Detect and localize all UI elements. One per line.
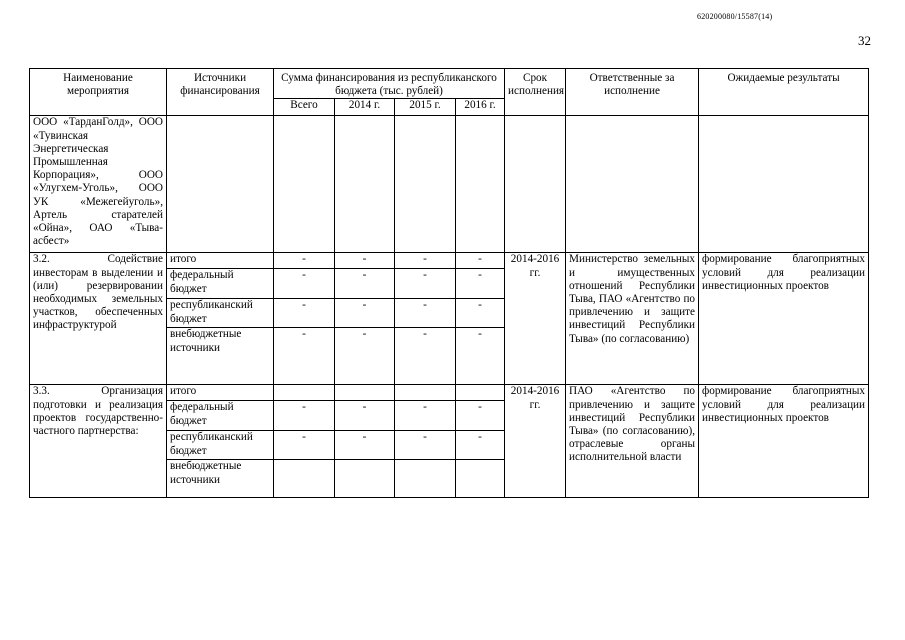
document-number: 620200080/15587(14): [697, 12, 773, 21]
table-row: [30, 253, 869, 269]
col-header-name: Наименование мероприятия: [30, 69, 167, 116]
y2015-cell: -: [395, 299, 456, 328]
empty-cell: [335, 116, 395, 253]
item-name-cell: 3.3. Организация подготовки и реализация проектов государственно-частного партнерства:: [30, 385, 167, 498]
col-header-2014: 2014 г.: [335, 99, 395, 116]
y2016-cell: [456, 460, 505, 498]
y2014-cell: -: [335, 328, 395, 385]
results-cell: формирование благоприятных условий для реализации инвестиционных проектов: [699, 385, 869, 498]
term-cell: 2014-2016 гг.: [505, 253, 566, 385]
y2015-cell: [395, 385, 456, 401]
empty-cell: [699, 116, 869, 253]
source-cell: внебюджетные источники: [167, 460, 274, 498]
col-header-sum: Сумма финансирования из республиканского бюджета (тыс. рублей): [274, 69, 505, 99]
total-cell: [274, 385, 335, 401]
total-cell: -: [274, 401, 335, 431]
empty-cell: [395, 116, 456, 253]
col-header-term: Срок исполнения: [505, 69, 566, 116]
y2015-cell: -: [395, 401, 456, 431]
page-number: 32: [858, 33, 871, 48]
continuation-name-cell: ООО «ТарданГолд», ООО «Тувинская Энергетическая Промышленная Корпорация», ООО «Улугхем-Уголь», ООО УК «Межегейуголь», Артель старателей «Ойна», ОАО «Тыва-асбест»: [30, 116, 167, 253]
source-cell: федеральный бюджет: [167, 269, 274, 299]
table-row: [30, 385, 869, 401]
term-cell: 2014-2016 гг.: [505, 385, 566, 498]
y2015-cell: -: [395, 328, 456, 385]
total-cell: -: [274, 328, 335, 385]
col-header-2016: 2016 г.: [456, 99, 505, 116]
source-cell: итого: [167, 253, 274, 269]
total-cell: -: [274, 431, 335, 460]
empty-cell: [505, 116, 566, 253]
program-table: [29, 68, 869, 498]
empty-cell: [456, 116, 505, 253]
y2014-cell: -: [335, 299, 395, 328]
table-row: [30, 116, 869, 253]
y2016-cell: -: [456, 328, 505, 385]
total-cell: -: [274, 253, 335, 269]
empty-cell: [167, 116, 274, 253]
y2014-cell: -: [335, 401, 395, 431]
y2014-cell: -: [335, 269, 395, 299]
col-header-sources: Источники финансирования: [167, 69, 274, 116]
results-cell: формирование благоприятных условий для реализации инвестиционных проектов: [699, 253, 869, 385]
y2014-cell: -: [335, 431, 395, 460]
col-header-total: Всего: [274, 99, 335, 116]
y2016-cell: -: [456, 299, 505, 328]
col-header-2015: 2015 г.: [395, 99, 456, 116]
source-cell: федеральный бюджет: [167, 401, 274, 431]
y2016-cell: -: [456, 431, 505, 460]
item-name-cell: 3.2. Содействие инвесторам в выделении и (или) резервировании необходимых земельных участков, обеспеченных инфраструктурой: [30, 253, 167, 385]
col-header-responsible: Ответственные за исполнение: [566, 69, 699, 116]
total-cell: -: [274, 269, 335, 299]
y2015-cell: -: [395, 269, 456, 299]
table-header-row: [30, 69, 869, 99]
y2014-cell: -: [335, 253, 395, 269]
empty-cell: [274, 116, 335, 253]
y2016-cell: -: [456, 253, 505, 269]
y2014-cell: [335, 460, 395, 498]
y2015-cell: [395, 460, 456, 498]
total-cell: [274, 460, 335, 498]
source-cell: итого: [167, 385, 274, 401]
y2015-cell: -: [395, 253, 456, 269]
empty-cell: [566, 116, 699, 253]
y2015-cell: -: [395, 431, 456, 460]
source-cell: республиканский бюджет: [167, 299, 274, 328]
y2016-cell: -: [456, 401, 505, 431]
total-cell: -: [274, 299, 335, 328]
source-cell: республиканский бюджет: [167, 431, 274, 460]
responsible-cell: ПАО «Агентство по привлечению и защите инвестиций Республики Тыва» (по согласованию), отраслевые органы исполнительной власти: [566, 385, 699, 498]
col-header-results: Ожидаемые результаты: [699, 69, 869, 116]
responsible-cell: Министерство земельных и имущественных отношений Республики Тыва, ПАО «Агентство по привлечению и защите инвестиций Республики Тыва» (по согласованию): [566, 253, 699, 385]
y2016-cell: [456, 385, 505, 401]
source-cell: внебюджетные источники: [167, 328, 274, 385]
y2016-cell: -: [456, 269, 505, 299]
y2014-cell: [335, 385, 395, 401]
